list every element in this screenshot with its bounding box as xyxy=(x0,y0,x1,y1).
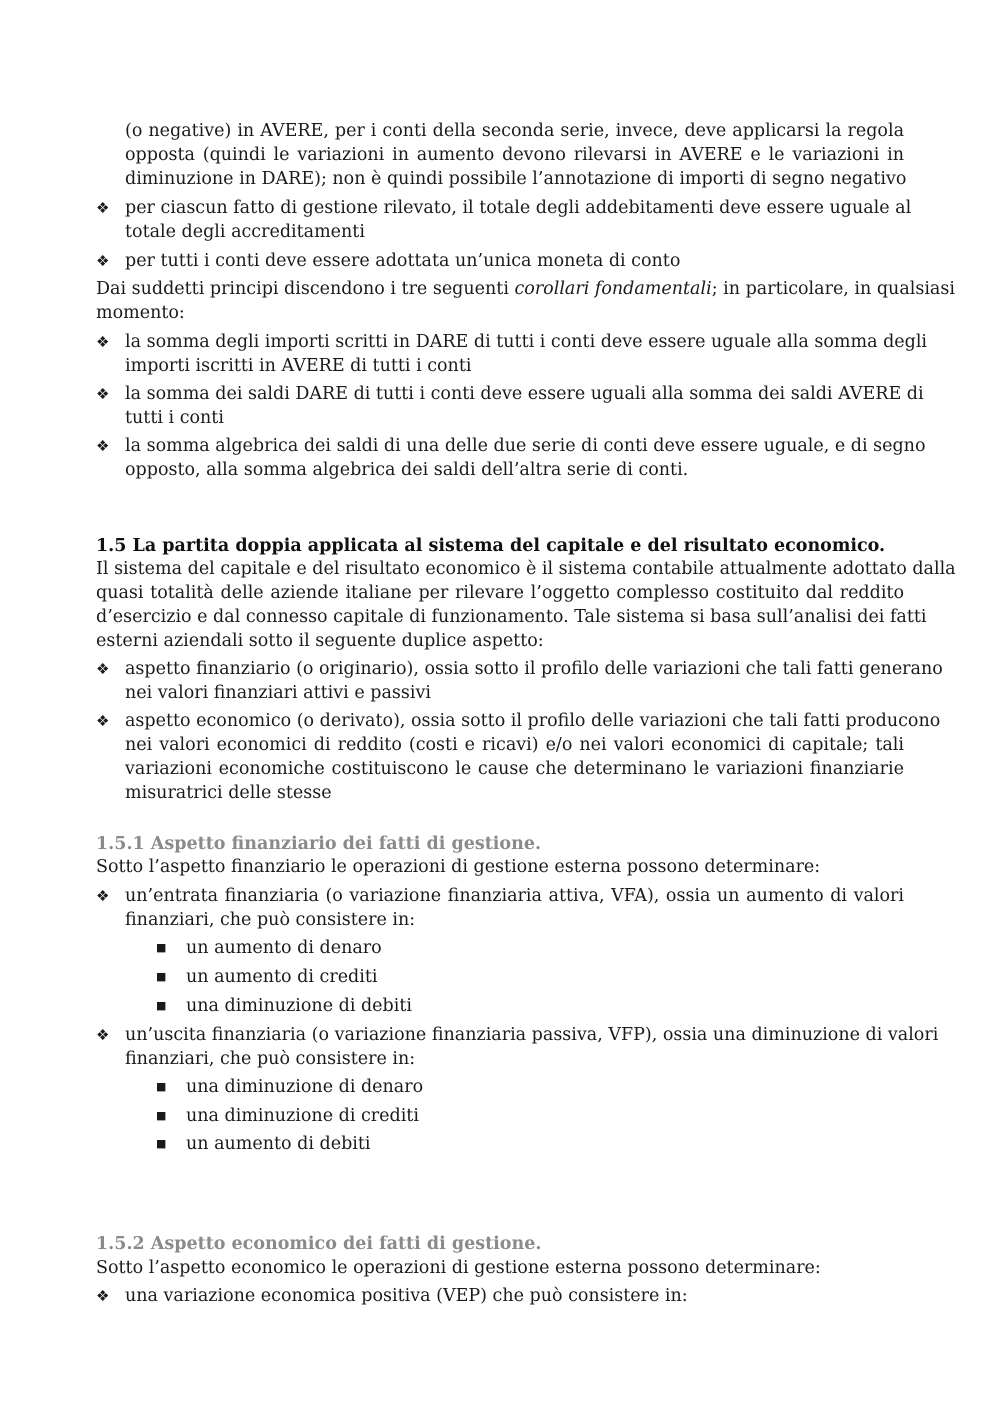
text-line: opposta (quindi le variazioni in aumento devono rilevarsi in AVERE e le variazioni in xyxy=(125,145,904,165)
square-bullet-icon: ■ xyxy=(156,1137,167,1150)
italic-term: corollari fondamentali xyxy=(514,279,712,299)
sub-list-item: un aumento di denaro xyxy=(186,938,382,958)
list-item-text: una variazione economica positiva (VEP) che può consistere in: xyxy=(125,1286,688,1306)
sub-list-item: un aumento di crediti xyxy=(186,967,378,987)
paragraph-line: Sotto l’aspetto finanziario le operazioni di gestione esterna possono determinare: xyxy=(96,857,821,877)
subsection-heading: 1.5.1 Aspetto finanziario dei fatti di gestione. xyxy=(96,834,542,854)
list-item-text: finanziari, che può consistere in: xyxy=(125,910,416,930)
diamond-bullet-icon: ❖ xyxy=(96,1026,110,1044)
square-bullet-icon: ■ xyxy=(156,999,167,1012)
paragraph-line: quasi totalità delle aziende italiane per rilevare l’oggetto complesso costituito dal reddito xyxy=(96,583,904,603)
diamond-bullet-icon: ❖ xyxy=(96,887,110,905)
subsection-heading: 1.5.2 Aspetto economico dei fatti di gestione. xyxy=(96,1234,542,1254)
square-bullet-icon: ■ xyxy=(156,941,167,954)
square-bullet-icon: ■ xyxy=(156,970,167,983)
diamond-bullet-icon: ❖ xyxy=(96,437,110,455)
sub-list-item: una diminuzione di crediti xyxy=(186,1106,419,1126)
paragraph-line: esterni aziendali sotto il seguente duplice aspetto: xyxy=(96,631,544,651)
diamond-bullet-icon: ❖ xyxy=(96,1287,110,1305)
text-run: Dai suddetti principi discendono i tre seguenti xyxy=(96,279,515,299)
sub-list-item: una diminuzione di debiti xyxy=(186,996,412,1016)
diamond-bullet-icon: ❖ xyxy=(96,199,110,217)
list-item-text: misuratrici delle stesse xyxy=(125,783,332,803)
list-item-text: totale degli accreditamenti xyxy=(125,222,365,242)
list-item-text: un’uscita finanziaria (o variazione finanziaria passiva, VFP), ossia una diminuzione di valori xyxy=(125,1025,939,1045)
list-item-text: la somma dei saldi DARE di tutti i conti deve essere uguali alla somma dei saldi AVERE di xyxy=(125,384,924,404)
diamond-bullet-icon: ❖ xyxy=(96,660,110,678)
sub-list-item: un aumento di debiti xyxy=(186,1134,371,1154)
list-item-text: aspetto economico (o derivato), ossia sotto il profilo delle variazioni che tali fatti producono xyxy=(125,711,941,731)
paragraph-line: momento: xyxy=(96,303,185,323)
list-item-text: tutti i conti xyxy=(125,408,224,428)
text-line: (o negative) in AVERE, per i conti della seconda serie, invece, deve applicarsi la regola xyxy=(125,121,904,141)
list-item-text: per ciascun fatto di gestione rilevato, il totale degli addebitamenti deve essere uguale al xyxy=(125,198,912,218)
list-item-text: nei valori economici di reddito (costi e ricavi) e/o nei valori economici di capitale; tali xyxy=(125,735,904,755)
list-item-text: la somma degli importi scritti in DARE di tutti i conti deve essere uguale alla somma degli xyxy=(125,332,928,352)
square-bullet-icon: ■ xyxy=(156,1109,167,1122)
list-item-text: la somma algebrica dei saldi di una delle due serie di conti deve essere uguale, e di segno xyxy=(125,436,926,456)
diamond-bullet-icon: ❖ xyxy=(96,252,110,270)
diamond-bullet-icon: ❖ xyxy=(96,333,110,351)
sub-list-item: una diminuzione di denaro xyxy=(186,1077,424,1097)
text-run: ; in particolare, in qualsiasi xyxy=(711,279,955,299)
list-item-text: finanziari, che può consistere in: xyxy=(125,1049,416,1069)
paragraph-line: Il sistema del capitale e del risultato economico è il sistema contabile attualmente adottato dalla xyxy=(96,559,956,579)
paragraph-line xyxy=(96,277,955,301)
diamond-bullet-icon: ❖ xyxy=(96,385,110,403)
section-heading: 1.5 La partita doppia applicata al sistema del capitale e del risultato economico. xyxy=(96,536,886,556)
diamond-bullet-icon: ❖ xyxy=(96,712,110,730)
list-item-text: aspetto finanziario (o originario), ossia sotto il profilo delle variazioni che tali fatti generano xyxy=(125,659,943,679)
list-item-text: nei valori finanziari attivi e passivi xyxy=(125,683,431,703)
list-item-text: un’entrata finanziaria (o variazione finanziaria attiva, VFA), ossia un aumento di valori xyxy=(125,886,904,906)
text-line: diminuzione in DARE); non è quindi possibile l’annotazione di importi di segno negativo xyxy=(125,169,907,189)
list-item-text: variazioni economiche costituiscono le cause che determinano le variazioni finanziarie xyxy=(125,759,904,779)
paragraph-line: d’esercizio e dal connesso capitale di funzionamento. Tale sistema si basa sull’analisi dei fatti xyxy=(96,607,927,627)
paragraph-line: Sotto l’aspetto economico le operazioni di gestione esterna possono determinare: xyxy=(96,1258,821,1278)
list-item-text: per tutti i conti deve essere adottata un’unica moneta di conto xyxy=(125,251,681,271)
list-item-text: opposto, alla somma algebrica dei saldi dell’altra serie di conti. xyxy=(125,460,689,480)
square-bullet-icon: ■ xyxy=(156,1080,167,1093)
list-item-text: importi iscritti in AVERE di tutti i conti xyxy=(125,356,472,376)
